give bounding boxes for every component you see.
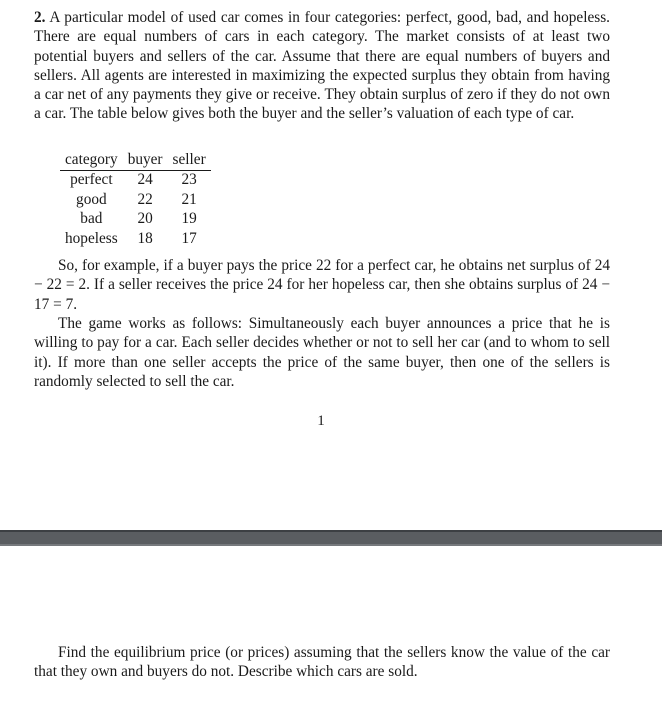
problem-number: 2. (34, 9, 46, 26)
header-buyer: buyer (123, 150, 168, 170)
page-number: 1 (317, 413, 325, 429)
problem-intro (34, 8, 610, 124)
row-category: good (76, 190, 107, 208)
separator-bottom-edge (0, 544, 662, 546)
header-category: category (60, 150, 123, 170)
game-paragraph: The game works as follows: Simultaneously each buyer announces a price that he is willing to pay for a car. Each seller decides whether or not to sell her car (and to whom to sell it). If more than one seller accepts the price of the same buyer, then one of the sellers is randomly selected to sell the car. (34, 315, 610, 390)
page-separator (0, 530, 662, 546)
valuation-table (60, 150, 211, 249)
row-buyer: 22 (137, 190, 153, 208)
header-seller: seller (168, 150, 211, 170)
row-buyer: 18 (137, 229, 153, 247)
example-paragraph: So, for example, if a buyer pays the price 22 for a perfect car, he obtains net surplus of 24 − 22 = 2. If a seller receives the price 24 for her hopeless car, then she obtains surplus of 24 − 17 = 7. (34, 257, 610, 313)
question-paragraph: Find the equilibrium price (or prices) assuming that the sellers know the value of the car that they own and buyers do not. Describe which cars are sold. (34, 644, 610, 681)
row-seller: 23 (181, 171, 197, 189)
table-row (60, 190, 211, 210)
row-buyer: 20 (137, 210, 153, 228)
problem-intro-text: A particular model of used car comes in four categories: perfect, good, bad, and hopeless. There are equal numbers of cars in each category. The market consists of at least two potential buyers and sellers of the car. Assume that there are equal numbers of buyers and sellers. All agents are interested in maximizing the expected surplus they obtain from having a car net of any payments they give or receive. They obtain surplus of zero if they do not own a car. The table below gives both the buyer and the seller’s valuation of each type of car. (34, 9, 610, 123)
row-seller: 19 (181, 210, 197, 228)
row-seller: 21 (181, 190, 197, 208)
row-category: hopeless (65, 229, 118, 247)
row-buyer: 24 (137, 171, 153, 189)
table-row (60, 229, 211, 249)
table-header-row (60, 150, 211, 170)
separator-top-edge (0, 530, 662, 532)
row-category: bad (80, 210, 103, 228)
row-category: perfect (70, 171, 113, 189)
table-row (60, 210, 211, 230)
table-row (60, 170, 211, 190)
row-seller: 17 (181, 229, 197, 247)
